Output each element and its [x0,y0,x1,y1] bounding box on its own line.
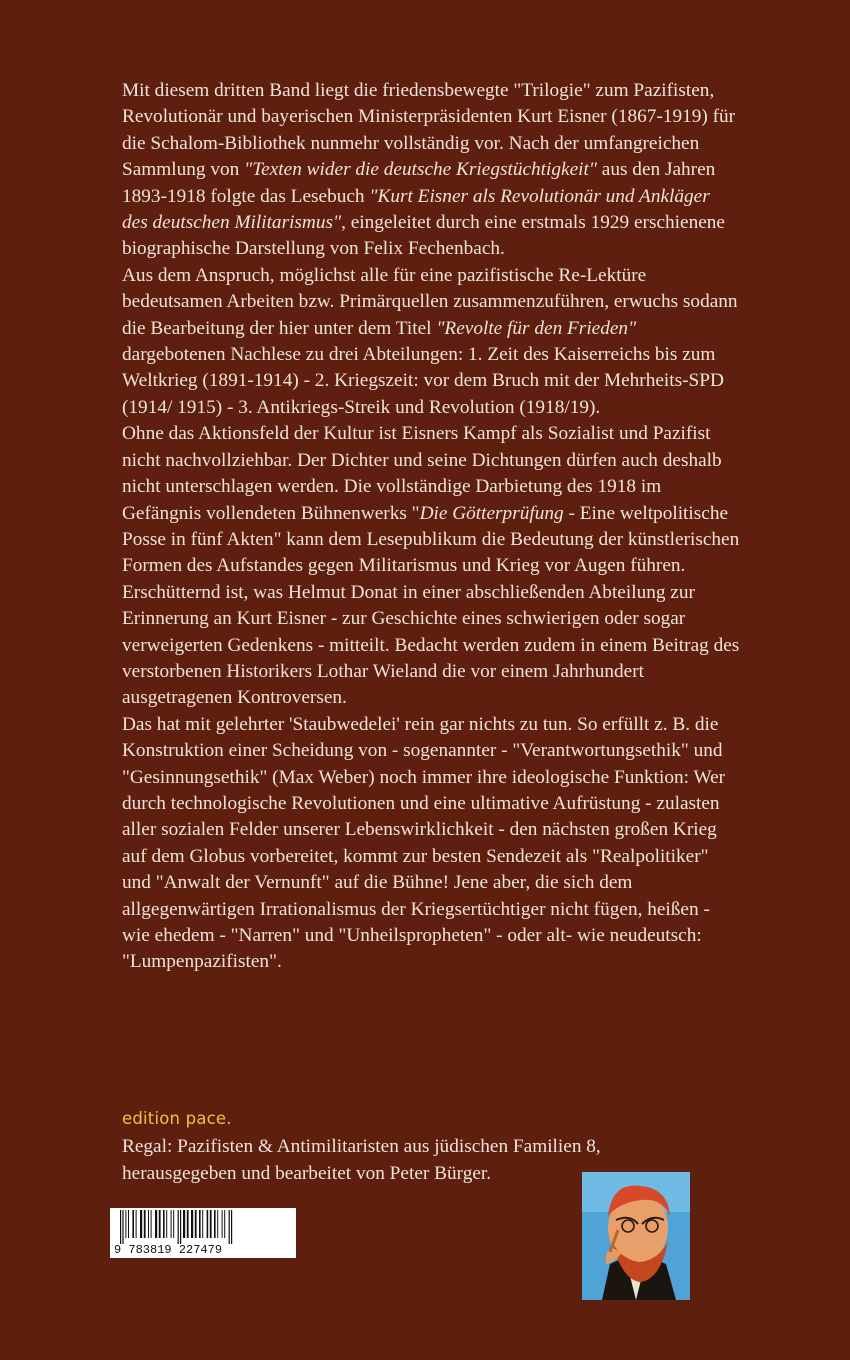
barcode-bars [110,1208,296,1244]
barcode-bar [178,1210,179,1244]
barcode-bar [187,1210,189,1238]
editor-line: herausgegeben und bearbeitet von Peter Bürger. [122,1162,492,1184]
barcode-bar [155,1210,157,1238]
barcode-bar [159,1210,161,1238]
blurb-paragraph-4: Erschütternd ist, was Helmut Donat in einer abschließenden Abteilung zur Erinnerung an Kurt Eisner - zur Geschichte eines schwierigen oder sogar verweigerten Gedenkens - mitteilt. Bedacht werden zudem in einem Beitrag des verstorbenen Historikers Lothar Wieland die vor einem Jahrhundert ausgetragenen Kontroversen. [122,581,740,709]
barcode-bar [125,1210,126,1238]
barcode-bar [214,1210,216,1238]
barcode-bar [120,1210,121,1244]
book-title-2: "Kurt Eisner als Revolutionär und Ankläger des deutschen Militarismus" [122,185,710,234]
play-title: Die Götterprüfung [419,502,564,524]
blurb-paragraph-1: Mit diesem dritten Band liegt die friedensbewegte "Trilogie" zum Pazifisten, Revolutionär und bayerischen Ministerpräsidenten Kurt Eisner (1867-1919) für die Schalom-Bibliothek nunmehr vollständig vor. Nach der umfangreichen Sammlung von "Texten wider die deutsche Kriegstüchtigkeit" aus den Jahren 1893-1918 folgte das Lesebuch "Kurt Eisner als Revolutionär und Ankläger des deutschen Militarismus", eingeleitet durch eine erstmals 1929 erschienene biographische Darstellung von Felix Fechenbach. [122,80,736,260]
series-line: Regal: Pazifisten & Antimilitaristen aus jüdischen Familien 8, [122,1136,601,1158]
barcode-bar [224,1210,225,1238]
book-title-1: "Texten wider die deutsche Kriegstüchtigkeit" [244,159,597,181]
barcode-bar [173,1210,174,1238]
back-cover-blurb [122,78,740,976]
barcode-bar [136,1210,137,1238]
barcode-bar [163,1210,165,1238]
barcode-bar [231,1210,232,1244]
author-portrait [582,1172,690,1300]
barcode-bar [171,1210,172,1238]
barcode-bar [229,1210,230,1244]
isbn-digits: 9 783819 227479 [114,1243,223,1257]
barcode-bar [148,1210,149,1238]
publisher-name: edition pace. [122,1109,232,1128]
blurb-paragraph-2: Aus dem Anspruch, möglichst alle für eine pazifistische Re-Lektüre bedeutsamen Arbeiten bzw. Primärquellen zusammenzuführen, erwuchs sodann die Bearbeitung der hier unter dem Titel "Revolte für den Frieden" dargebotenen Nachlese zu drei Abteilungen: 1. Zeit des Kaiserreichs bis zum Weltkrieg (1891-1914) - 2. Kriegszeit: vor dem Bruch mit der Mehrheits-SPD (1914/ 1915) - 3. Antikriegs-Streik und Revolution (1918/19). [122,264,738,418]
barcode-bar [183,1210,185,1238]
book-title-3: "Revolte für den Frieden" [436,317,637,339]
barcode-bar [140,1210,142,1238]
barcode-bar [122,1210,123,1244]
barcode-bar [132,1210,134,1238]
barcode-bar [202,1210,203,1238]
barcode-bar [207,1210,209,1238]
blurb-paragraph-3: Ohne das Aktionsfeld der Kultur ist Eisners Kampf als Sozialist und Pazifist nicht nachvollziehbar. Der Dichter und seine Dichtungen dürfen auch deshalb nicht unterschlagen werden. Die vollständige Darbietung des 1918 im Gefängnis vollendeten Bühnenwerks "Die Götterprüfung - Eine weltpolitische Posse in fünf Akten" kann dem Lesepublikum die Bedeutung der künstlerischen Formen des Aufstandes gegen Militarismus und Krieg vor Augen führen. [122,423,740,577]
barcode-bar [195,1210,197,1238]
barcode-bar [128,1210,129,1238]
barcode-bar [151,1210,152,1238]
isbn-barcode [110,1208,296,1258]
barcode-bar [199,1210,201,1238]
barcode-bar [222,1210,223,1238]
blurb-paragraph-5: Das hat mit gelehrter 'Staubwedelei' rein gar nichts zu tun. So erfüllt z. B. die Konstruktion einer Scheidung von - sogenannter - "Verantwortungsethik" und "Gesinnungsethik" (Max Weber) noch immer ihre ideologische Funktion: Wer durch technologische Revolutionen und eine ultimative Aufrüstung - zulasten aller sozialen Felder unserer Lebenswirklichkeit - den nächsten großen Krieg auf dem Globus vorbereitet, kommt zur besten Sendezeit als "Realpolitiker" und "Anwalt der Vernunft" auf die Bühne! Jene aber, die sich dem allgegenwärtigen Irrationalismus der Kriegsertüchtiger nicht fügen, heißen - wie ehedem - "Narren" und "Unheilspropheten" - oder alt- wie neudeutsch: "Lumpenpazifisten". [122,713,726,973]
barcode-bar [180,1210,181,1244]
barcode-bar [217,1210,218,1238]
barcode-bar [210,1210,212,1238]
barcode-bar [144,1210,146,1238]
portrait-illustration [582,1172,690,1300]
barcode-bar [166,1210,167,1238]
barcode-bar [191,1210,193,1238]
